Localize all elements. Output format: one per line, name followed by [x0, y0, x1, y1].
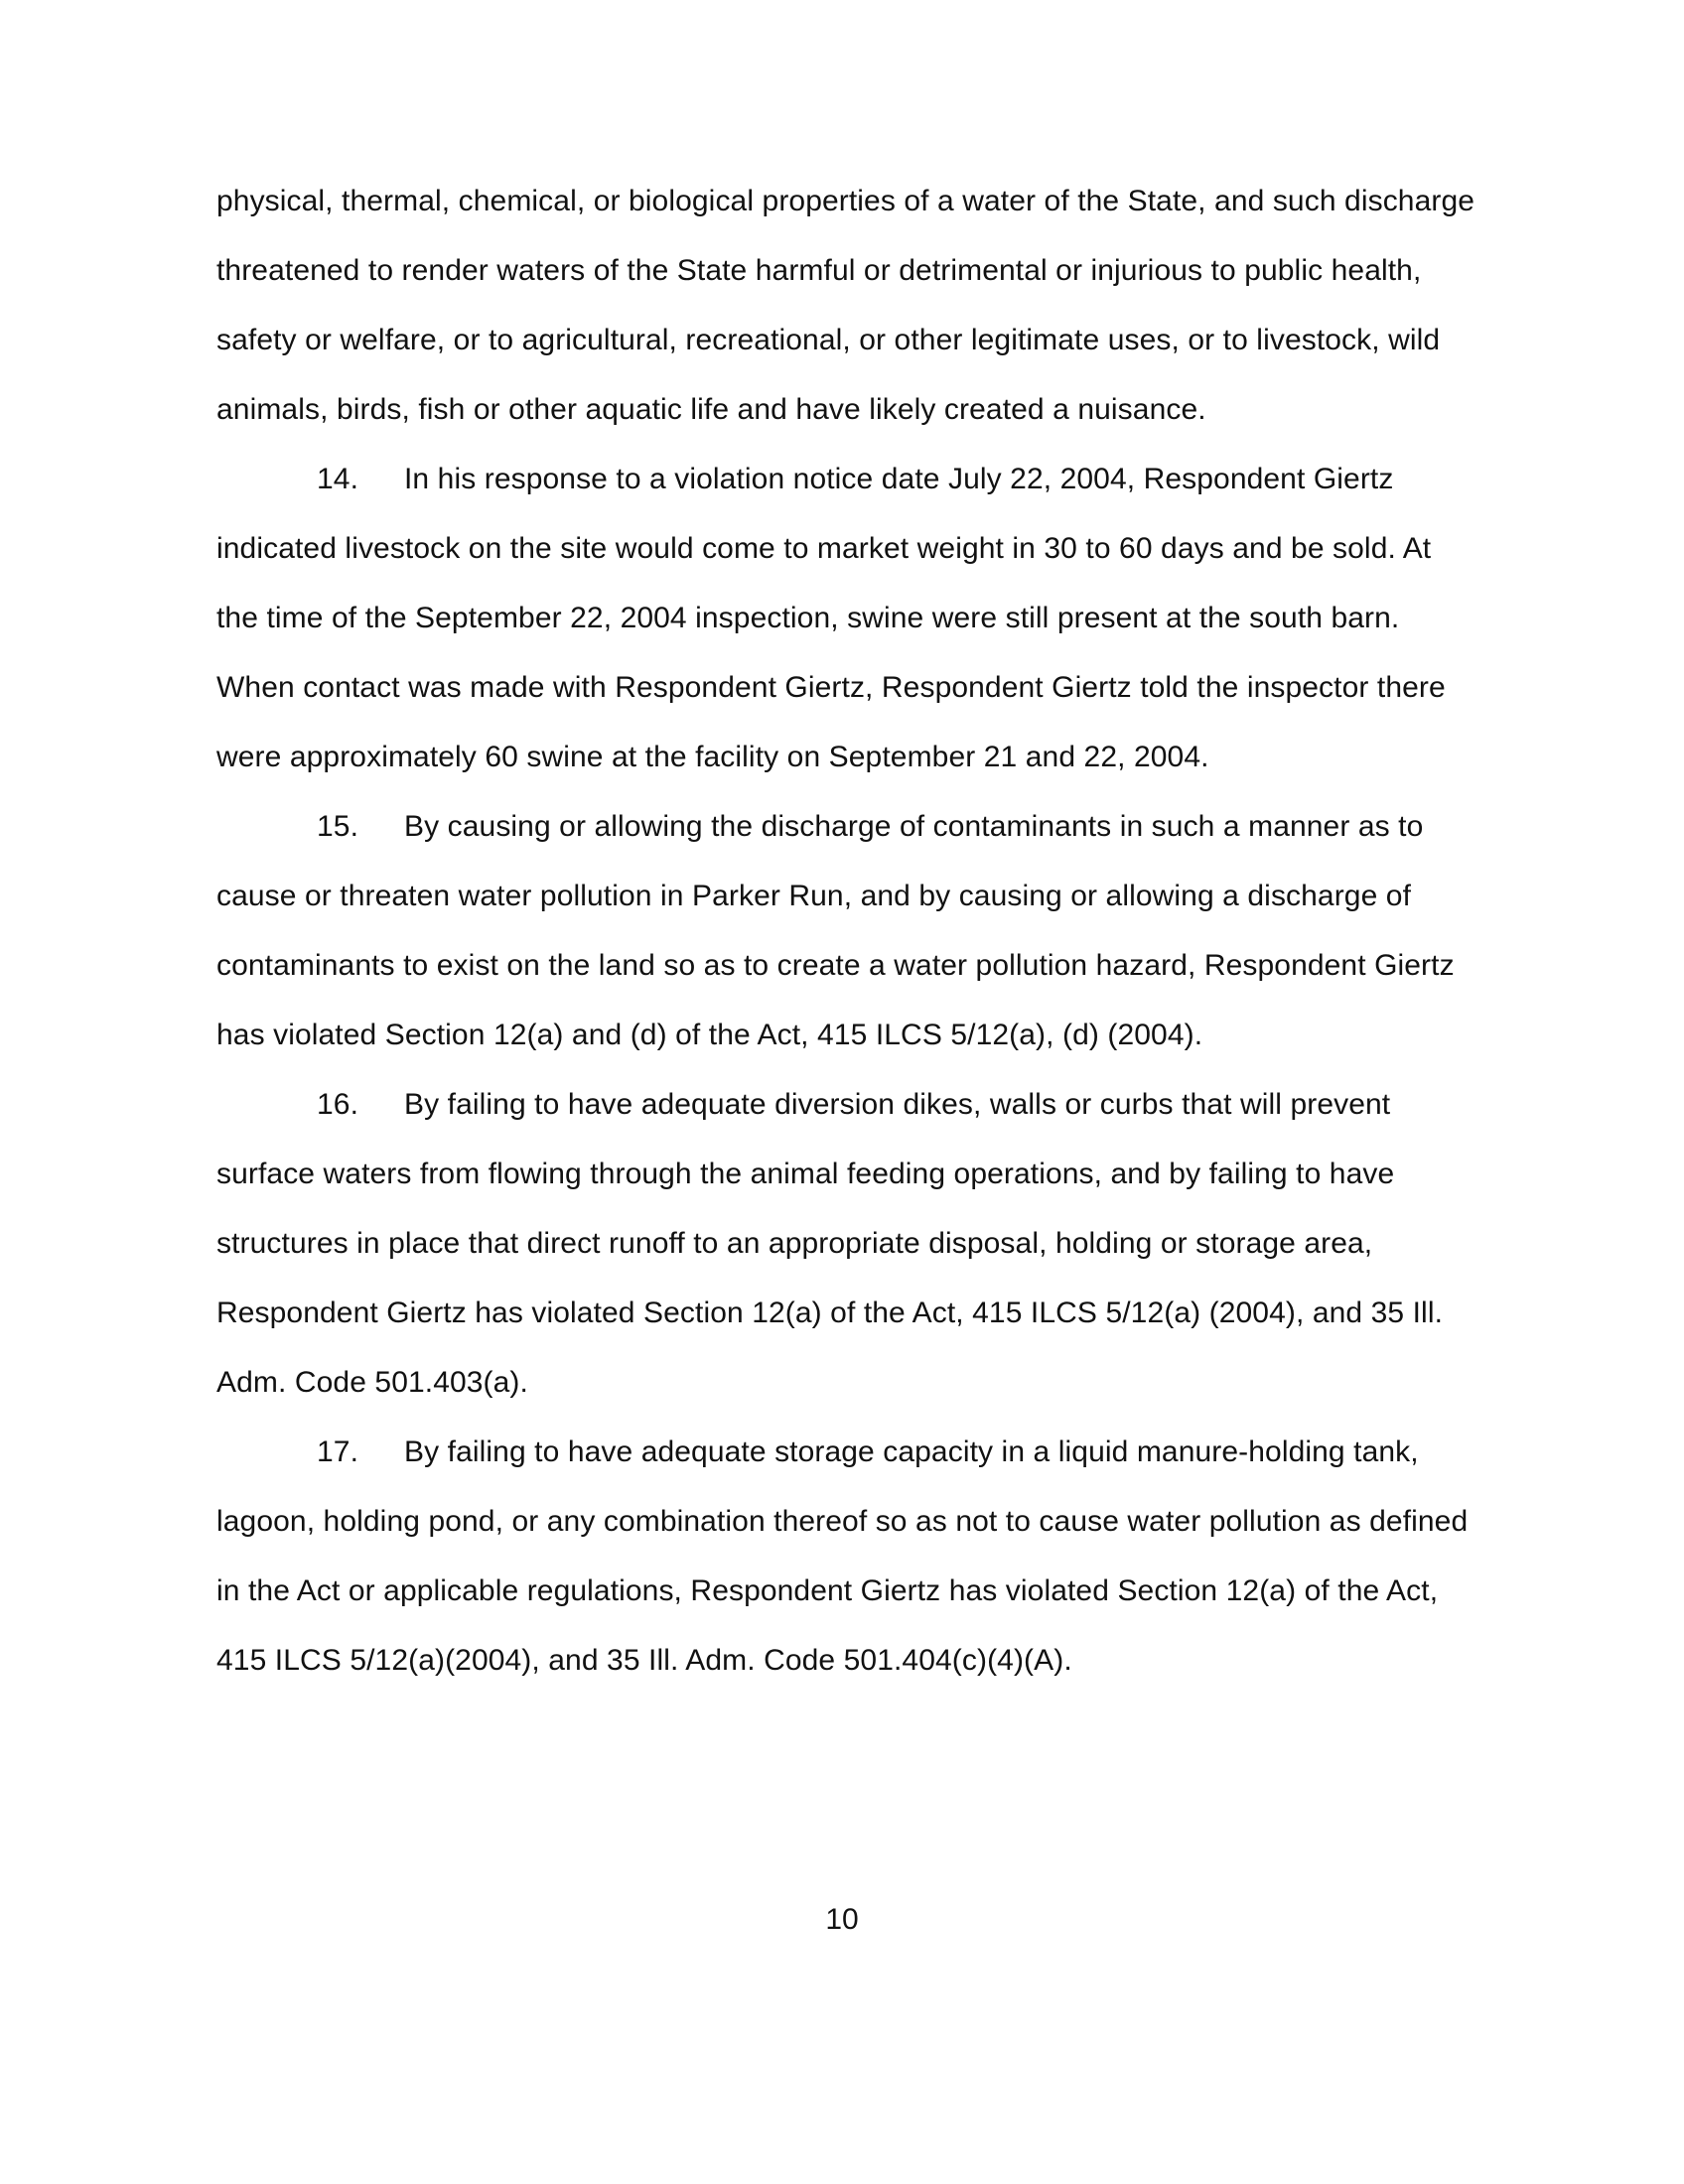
body-line: [216, 1626, 1507, 1696]
body-line: [216, 1279, 1507, 1348]
body-line: [216, 236, 1507, 306]
body-line: [216, 375, 1507, 445]
line-text: Adm. Code 501.403(a).: [216, 1366, 528, 1399]
line-text: in the Act or applicable regulations, Respondent Giertz has violated Section 12(a) of the Act,: [216, 1574, 1439, 1607]
paragraph-number: 14.: [317, 463, 359, 495]
body-line: [216, 931, 1507, 1001]
line-text: physical, thermal, chemical, or biological properties of a water of the State, and such discharge: [216, 185, 1475, 217]
body-line: [216, 653, 1507, 723]
line-text: lagoon, holding pond, or any combination thereof so as not to cause water pollution as defined: [216, 1505, 1469, 1538]
line-text: In his response to a violation notice date July 22, 2004, Respondent Giertz: [404, 463, 1394, 495]
line-text: the time of the September 22, 2004 inspection, swine were still present at the south barn.: [216, 602, 1400, 634]
line-text: 415 ILCS 5/12(a)(2004), and 35 Ill. Adm. Code 501.404(c)(4)(A).: [216, 1644, 1072, 1677]
paragraph-14-first-line: [216, 445, 1507, 514]
line-text: By causing or allowing the discharge of contaminants in such a manner as to: [404, 810, 1424, 843]
body-line: [216, 1001, 1507, 1070]
line-text: When contact was made with Respondent Giertz, Respondent Giertz told the inspector there: [216, 671, 1446, 704]
body-line: [216, 167, 1507, 236]
body-line: [216, 1348, 1507, 1418]
line-text: were approximately 60 swine at the facility on September 21 and 22, 2004.: [216, 741, 1209, 773]
body-line: [216, 1487, 1507, 1557]
line-text: Respondent Giertz has violated Section 12(a) of the Act, 415 ILCS 5/12(a) (2004), and 35 Ill.: [216, 1297, 1444, 1329]
paragraph-number: 16.: [317, 1088, 359, 1121]
paragraph-16-first-line: [216, 1070, 1507, 1140]
paragraph-17-first-line: [216, 1418, 1507, 1487]
line-text: indicated livestock on the site would come to market weight in 30 to 60 days and be sold. At: [216, 532, 1432, 565]
line-text: By failing to have adequate diversion dikes, walls or curbs that will prevent: [404, 1088, 1391, 1121]
document-body: [216, 167, 1507, 1696]
line-text: has violated Section 12(a) and (d) of the Act, 415 ILCS 5/12(a), (d) (2004).: [216, 1019, 1203, 1051]
line-text: surface waters from flowing through the animal feeding operations, and by failing to have: [216, 1158, 1395, 1190]
line-text: animals, birds, fish or other aquatic life and have likely created a nuisance.: [216, 393, 1206, 426]
body-line: [216, 306, 1507, 375]
body-line: [216, 514, 1507, 584]
line-text: structures in place that direct runoff to an appropriate disposal, holding or storage area,: [216, 1227, 1373, 1260]
body-line: [216, 1209, 1507, 1279]
body-line: [216, 584, 1507, 653]
paragraph-number: 17.: [317, 1435, 359, 1468]
line-text: cause or threaten water pollution in Parker Run, and by causing or allowing a discharge of: [216, 880, 1412, 912]
line-text: contaminants to exist on the land so as to create a water pollution hazard, Respondent Giertz: [216, 949, 1455, 982]
body-line: [216, 1140, 1507, 1209]
line-text: threatened to render waters of the State harmful or detrimental or injurious to public health,: [216, 254, 1422, 287]
paragraph-15-first-line: [216, 792, 1507, 862]
line-text: safety or welfare, or to agricultural, recreational, or other legitimate uses, or to livestock, wild: [216, 324, 1441, 356]
page-number: 10: [825, 1903, 859, 1936]
paragraph-number: 15.: [317, 810, 359, 843]
body-line: [216, 1557, 1507, 1626]
body-line: [216, 723, 1507, 792]
line-text: By failing to have adequate storage capacity in a liquid manure-holding tank,: [404, 1435, 1419, 1468]
body-line: [216, 862, 1507, 931]
